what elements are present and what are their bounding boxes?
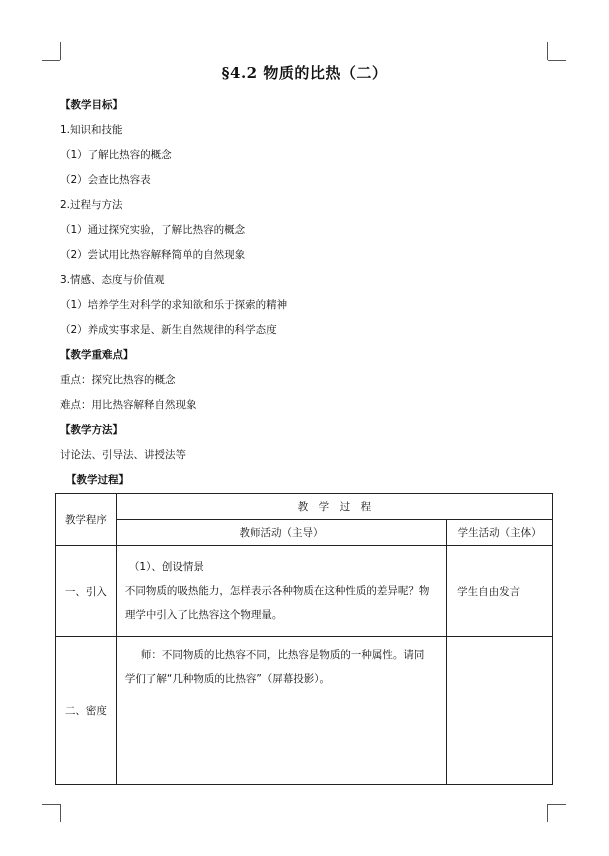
page-title: §4.2 物质的比热（二） xyxy=(221,64,388,82)
process-item: （1）通过探究实验，了解比热容的概念 xyxy=(60,224,246,236)
difficult-point: 难点：用比热容解释自然现象 xyxy=(60,399,197,411)
student-activity: 学生自由发言 xyxy=(447,546,553,637)
teacher-line: 理学中引入了比热容这个物理量。 xyxy=(124,609,283,621)
method-text: 讨论法、引导法、讲授法等 xyxy=(60,449,186,461)
crop-mark-bottom-left xyxy=(60,804,61,822)
crop-mark-bottom-right xyxy=(547,804,548,822)
crop-mark-bottom-right xyxy=(548,804,566,805)
process-heading: 2.过程与方法 xyxy=(60,199,123,211)
key-point: 重点：探究比热容的概念 xyxy=(60,374,176,386)
teacher-activity xyxy=(116,637,446,785)
header-teacher: 教师活动（主导） xyxy=(116,520,446,546)
crop-mark-top-left xyxy=(60,42,61,60)
row-program: 二、密度 xyxy=(56,637,117,785)
teacher-activity xyxy=(116,546,446,637)
key-heading: 【教学重难点】 xyxy=(60,349,134,361)
attitude-item: （2）养成实事求是、新生自然规律的科学态度 xyxy=(60,324,277,336)
teacher-line: 学们了解“几种物质的比热容”（屏幕投影）。 xyxy=(124,673,331,685)
knowledge-item: （1）了解比热容的概念 xyxy=(60,149,172,161)
teacher-line: 师：不同物质的比热容不同，比热容是物质的一种属性。请同 xyxy=(140,649,425,661)
table-row xyxy=(56,637,553,785)
student-activity xyxy=(447,637,553,785)
crop-mark-top-right xyxy=(547,42,548,60)
header-student: 学生活动（主体） xyxy=(447,520,553,546)
crop-mark-top-right xyxy=(548,60,566,61)
table-row xyxy=(56,546,553,637)
header-process: 教 学 过 程 xyxy=(116,494,552,520)
method-heading: 【教学方法】 xyxy=(60,424,123,436)
process-table xyxy=(55,493,553,785)
attitude-heading: 3.情感、态度与价值观 xyxy=(60,274,165,286)
header-program: 教学程序 xyxy=(56,494,117,546)
attitude-item: （1）培养学生对科学的求知欲和乐于探索的精神 xyxy=(60,299,288,311)
crop-mark-top-left xyxy=(42,60,60,61)
knowledge-heading: 1.知识和技能 xyxy=(60,124,123,136)
row-program: 一、引入 xyxy=(56,546,117,637)
process-table-heading: 【教学过程】 xyxy=(66,474,129,486)
teacher-line: 不同物质的吸热能力，怎样表示各种物质在这种性质的差异呢？物 xyxy=(124,585,430,597)
process-item: （2）尝试用比热容解释简单的自然现象 xyxy=(60,249,246,261)
crop-mark-bottom-left xyxy=(42,804,60,805)
teacher-line: （1）、创设情景 xyxy=(128,561,204,573)
objectives-heading: 【教学目标】 xyxy=(60,99,123,111)
knowledge-item: （2）会查比热容表 xyxy=(60,174,151,186)
